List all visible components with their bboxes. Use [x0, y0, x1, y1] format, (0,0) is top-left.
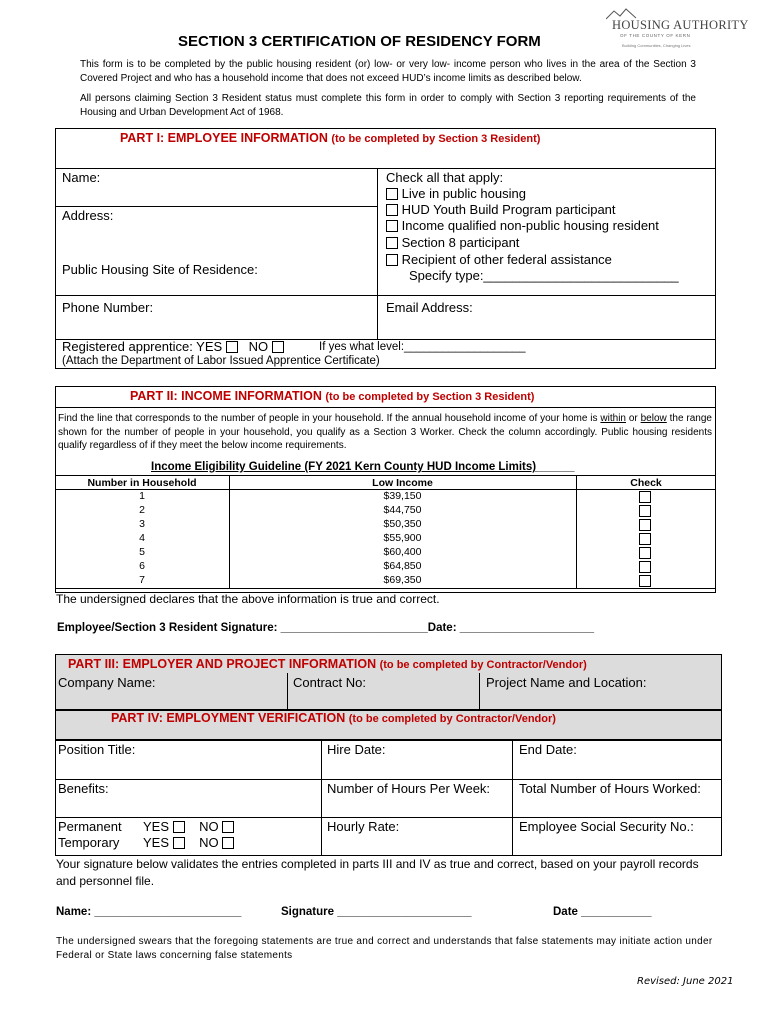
table-row — [55, 546, 716, 560]
part2-instructions — [58, 412, 712, 453]
option-label: Income qualified non-public housing resident — [401, 218, 659, 233]
check-all-label: Check all that apply: — [386, 170, 504, 185]
part1-subtitle: (to be completed by Section 3 Resident) — [331, 133, 541, 145]
divider — [377, 168, 378, 340]
part1-heading — [120, 131, 540, 145]
table-row — [55, 560, 716, 574]
option-income-qualified[interactable] — [386, 218, 659, 233]
employer-signature-line[interactable]: Signature _____________________ — [281, 906, 472, 918]
apprentice-no-label: NO — [248, 339, 269, 354]
swear-statement: The undersigned swears that the foregoing statements are true and correct and understands that false statements may initiate action under Federal or State laws concerning false statements — [56, 936, 713, 961]
end-date-field[interactable]: End Date: — [519, 742, 577, 757]
instr-text: the range shown for the number of people in your household, you qualify as a Section 3 Worker. Check the column accordingly. Public housing residents qualify regardless of if they meet the below income requirements. — [58, 413, 712, 451]
income-checkbox[interactable] — [639, 505, 651, 517]
household-count: 2 — [139, 504, 145, 516]
income-table — [55, 490, 716, 588]
part2-title: PART II: INCOME INFORMATION — [130, 389, 322, 403]
permanent-no-checkbox[interactable] — [222, 821, 234, 833]
divider — [479, 673, 480, 710]
col-income: Low Income — [372, 477, 433, 489]
apprentice-no-checkbox[interactable] — [272, 341, 284, 353]
household-count: 1 — [139, 490, 145, 502]
income-limit: $55,900 — [383, 532, 422, 544]
income-checkbox[interactable] — [639, 533, 651, 545]
checkbox[interactable] — [386, 204, 398, 216]
col-household: Number in Household — [87, 477, 197, 489]
apprentice-note: (Attach the Department of Labor Issued Apprentice Certificate) — [62, 355, 380, 367]
income-limit: $39,150 — [383, 490, 422, 502]
divider — [55, 779, 722, 780]
checkbox[interactable] — [386, 220, 398, 232]
phone-label[interactable]: Phone Number: — [62, 300, 154, 315]
option-label: HUD Youth Build Program participant — [401, 202, 616, 217]
declaration-text: The undersigned declares that the above information is true and correct. — [56, 592, 440, 606]
apprentice-label: Registered apprentice: YES — [62, 339, 223, 354]
instr-within: within — [600, 413, 626, 424]
yes-label: YES — [143, 835, 170, 850]
validation-text: Your signature below validates the entries completed in parts III and IV as true and correct, based on your payroll records and personnel file. — [56, 857, 699, 888]
income-checkbox[interactable] — [639, 491, 651, 503]
col-check: Check — [630, 477, 662, 489]
company-name-field[interactable]: Company Name: — [58, 675, 156, 690]
guideline-heading — [151, 461, 574, 473]
no-label: NO — [199, 819, 219, 834]
household-count: 3 — [139, 518, 145, 530]
permanent-options — [143, 819, 234, 834]
part2-subtitle: (to be completed by Section 3 Resident) — [325, 391, 535, 403]
table-row — [55, 574, 716, 588]
ssn-field[interactable]: Employee Social Security No.: — [519, 819, 694, 834]
logo-text: HOUSING AUTHORITY — [612, 18, 749, 32]
checkbox[interactable] — [386, 254, 398, 266]
part2-heading — [130, 389, 534, 403]
divider — [55, 475, 716, 476]
address-label[interactable]: Address: — [62, 208, 114, 223]
intro-paragraph-2: All persons claiming Section 3 Resident status must complete this form in order to comply with Section 3 reporting requirements of the Housing and Urban Development Act of 1968. — [80, 93, 696, 118]
option-section8[interactable] — [386, 235, 519, 250]
form-title: SECTION 3 CERTIFICATION OF RESIDENCY FORM — [178, 33, 541, 50]
revision-note: Revised: June 2021 — [637, 976, 734, 987]
option-public-housing[interactable] — [386, 186, 526, 201]
apprentice-level-field[interactable]: If yes what level:___________________ — [319, 341, 526, 353]
logo-subtext: OF THE COUNTY OF KERN — [620, 33, 691, 38]
table-row — [55, 518, 716, 532]
option-federal-assistance[interactable] — [386, 252, 612, 267]
option-youth-build[interactable] — [386, 202, 616, 217]
apprentice-row — [62, 339, 284, 354]
divider — [321, 740, 322, 856]
apprentice-yes-checkbox[interactable] — [226, 341, 238, 353]
income-limit: $64,850 — [383, 560, 422, 572]
income-limit: $69,350 — [383, 574, 422, 586]
permanent-yes-checkbox[interactable] — [173, 821, 185, 833]
email-label[interactable]: Email Address: — [386, 300, 473, 315]
instr-text: Find the line that corresponds to the number of people in your household. If the annual household income of your home is — [58, 413, 601, 424]
intro-paragraph-1: This form is to be completed by the public housing resident (or) low- or very low- income person who lives in the area of the Section 3 Covered Project and who has a household income that does not exceed HUD’s income limits as described below. — [80, 59, 696, 84]
permanent-label: Permanent — [58, 819, 122, 834]
guideline-tail: ______ — [536, 461, 575, 473]
table-row — [55, 490, 716, 504]
divider — [55, 407, 716, 408]
temporary-no-checkbox[interactable] — [222, 837, 234, 849]
divider — [55, 295, 716, 296]
logo-tagline: Building Communities, Changing Lives — [622, 43, 691, 48]
option-label: Recipient of other federal assistance — [401, 252, 612, 267]
divider — [55, 817, 722, 818]
temporary-label: Temporary — [58, 835, 120, 850]
position-title-field[interactable]: Position Title: — [58, 742, 136, 757]
income-limit: $60,400 — [383, 546, 422, 558]
income-checkbox[interactable] — [639, 547, 651, 559]
part4-heading — [111, 711, 556, 725]
option-label: Live in public housing — [401, 186, 526, 201]
divider — [55, 206, 377, 207]
income-checkbox[interactable] — [639, 519, 651, 531]
household-count: 4 — [139, 532, 145, 544]
employer-name-line[interactable]: Name: _______________________ — [56, 906, 242, 918]
temporary-yes-checkbox[interactable] — [173, 837, 185, 849]
hire-date-field[interactable]: Hire Date: — [327, 742, 386, 757]
household-count: 5 — [139, 546, 145, 558]
divider — [512, 740, 513, 856]
instr-text: or — [625, 413, 641, 424]
part3-title: PART III: EMPLOYER AND PROJECT INFORMATION — [68, 657, 377, 671]
income-checkbox[interactable] — [639, 561, 651, 573]
hourly-rate-field[interactable]: Hourly Rate: — [327, 819, 400, 834]
checkbox[interactable] — [386, 188, 398, 200]
household-count: 7 — [139, 574, 145, 586]
table-row — [55, 532, 716, 546]
part3-heading — [68, 657, 587, 671]
part1-title: PART I: EMPLOYEE INFORMATION — [120, 131, 328, 145]
part4-subtitle: (to be completed by Contractor/Vendor) — [348, 713, 556, 725]
divider — [55, 168, 716, 169]
specify-type-field[interactable]: Specify type:___________________________ — [409, 268, 679, 283]
housing-authority-logo — [606, 8, 749, 52]
no-label: NO — [199, 835, 219, 850]
income-limit: $44,750 — [383, 504, 422, 516]
part3-subtitle: (to be completed by Contractor/Vendor) — [379, 659, 587, 671]
part4-title: PART IV: EMPLOYMENT VERIFICATION — [111, 711, 346, 725]
guideline-title: Income Eligibility Guideline (FY 2021 Kern County HUD Income Limits) — [151, 461, 537, 473]
instr-below: below — [640, 413, 667, 424]
hours-per-week-field[interactable]: Number of Hours Per Week: — [327, 781, 491, 796]
employer-date-line[interactable]: Date ___________ — [553, 906, 652, 918]
yes-label: YES — [143, 819, 170, 834]
divider — [55, 588, 716, 589]
option-label: Section 8 participant — [401, 235, 520, 250]
income-limit: $50,350 — [383, 518, 422, 530]
income-checkbox[interactable] — [639, 575, 651, 587]
total-hours-field[interactable]: Total Number of Hours Worked: — [519, 781, 701, 796]
name-label[interactable]: Name: — [62, 170, 101, 185]
table-row — [55, 504, 716, 518]
contract-no-field[interactable]: Contract No: — [293, 675, 366, 690]
resident-signature-line[interactable]: Employee/Section 3 Resident Signature: _______________________Date: _____________________ — [57, 622, 595, 634]
temporary-options — [143, 835, 234, 850]
divider — [287, 673, 288, 710]
household-count: 6 — [139, 560, 145, 572]
checkbox[interactable] — [386, 237, 398, 249]
benefits-field[interactable]: Benefits: — [58, 781, 109, 796]
housing-site-label[interactable]: Public Housing Site of Residence: — [62, 262, 258, 277]
project-location-field[interactable]: Project Name and Location: — [486, 675, 647, 690]
